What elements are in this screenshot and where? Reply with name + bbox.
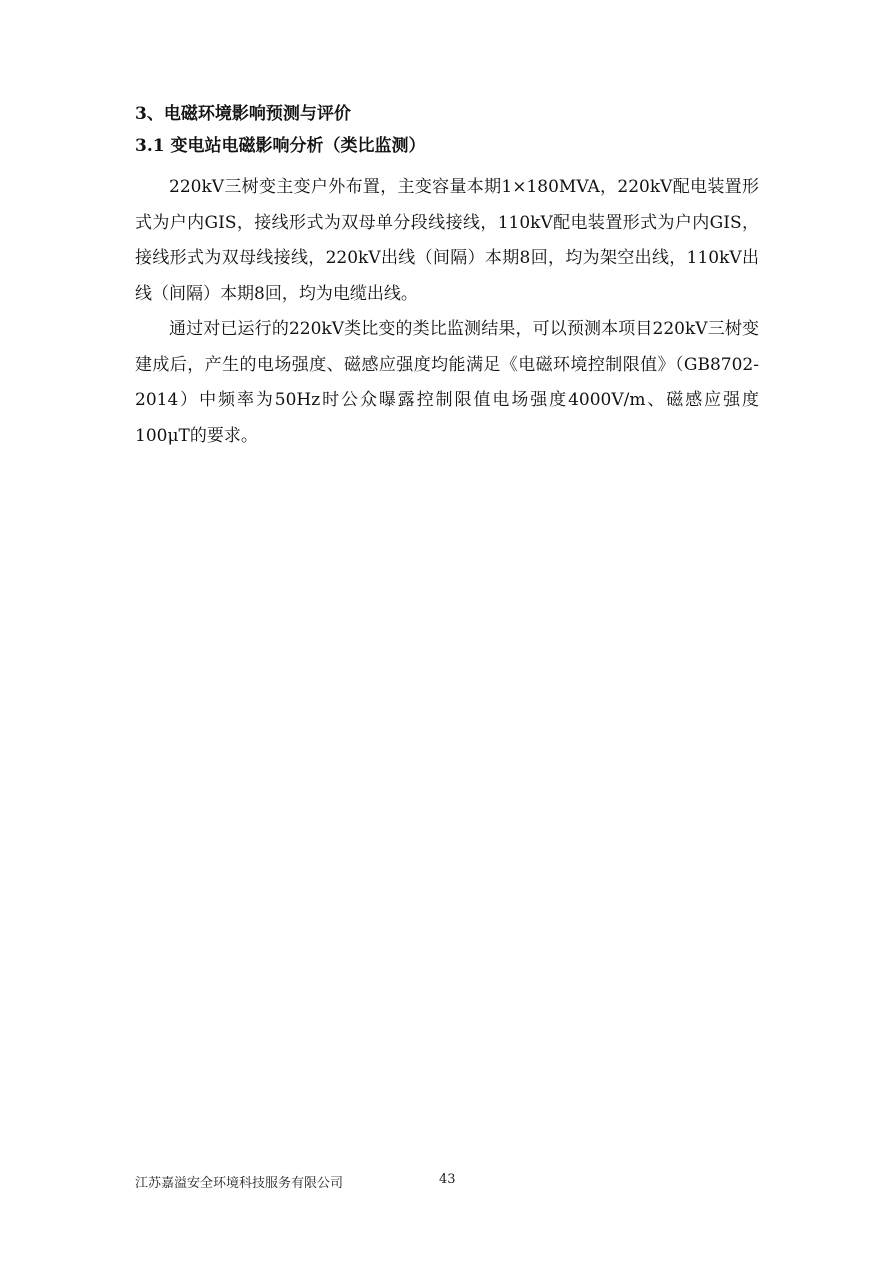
page-number: 43 [439, 1172, 456, 1187]
paragraph-prediction-conclusion: 通过对已运行的220kV类比变的类比监测结果，可以预测本项目220kV三树变建成后，产生的电场强度、磁感应强度均能满足《电磁环境控制限值》（GB8702-2014）中频率为50Hz时公众曝露控制限值电场强度4000V/m、磁感应强度100μT的要求。 [135, 319, 759, 446]
page-content [135, 104, 759, 454]
footer-company-name: 江苏嘉溢安全环境科技服务有限公司 [135, 1176, 344, 1191]
subsection-heading: 3.1 变电站电磁影响分析（类比监测） [135, 136, 426, 156]
paragraph-substation-config: 220kV三树变主变户外布置，主变容量本期1×180MVA，220kV配电装置形式为户内GIS，接线形式为双母单分段线接线，110kV配电装置形式为户内GIS，接线形式为双母线接线，220kV出线（间隔）本期8回，均为架空出线，110kV出线（间隔）本期8回，均为电缆出线。 [135, 177, 759, 304]
page-footer [135, 1172, 759, 1190]
section-heading: 3、电磁环境影响预测与评价 [135, 104, 351, 124]
